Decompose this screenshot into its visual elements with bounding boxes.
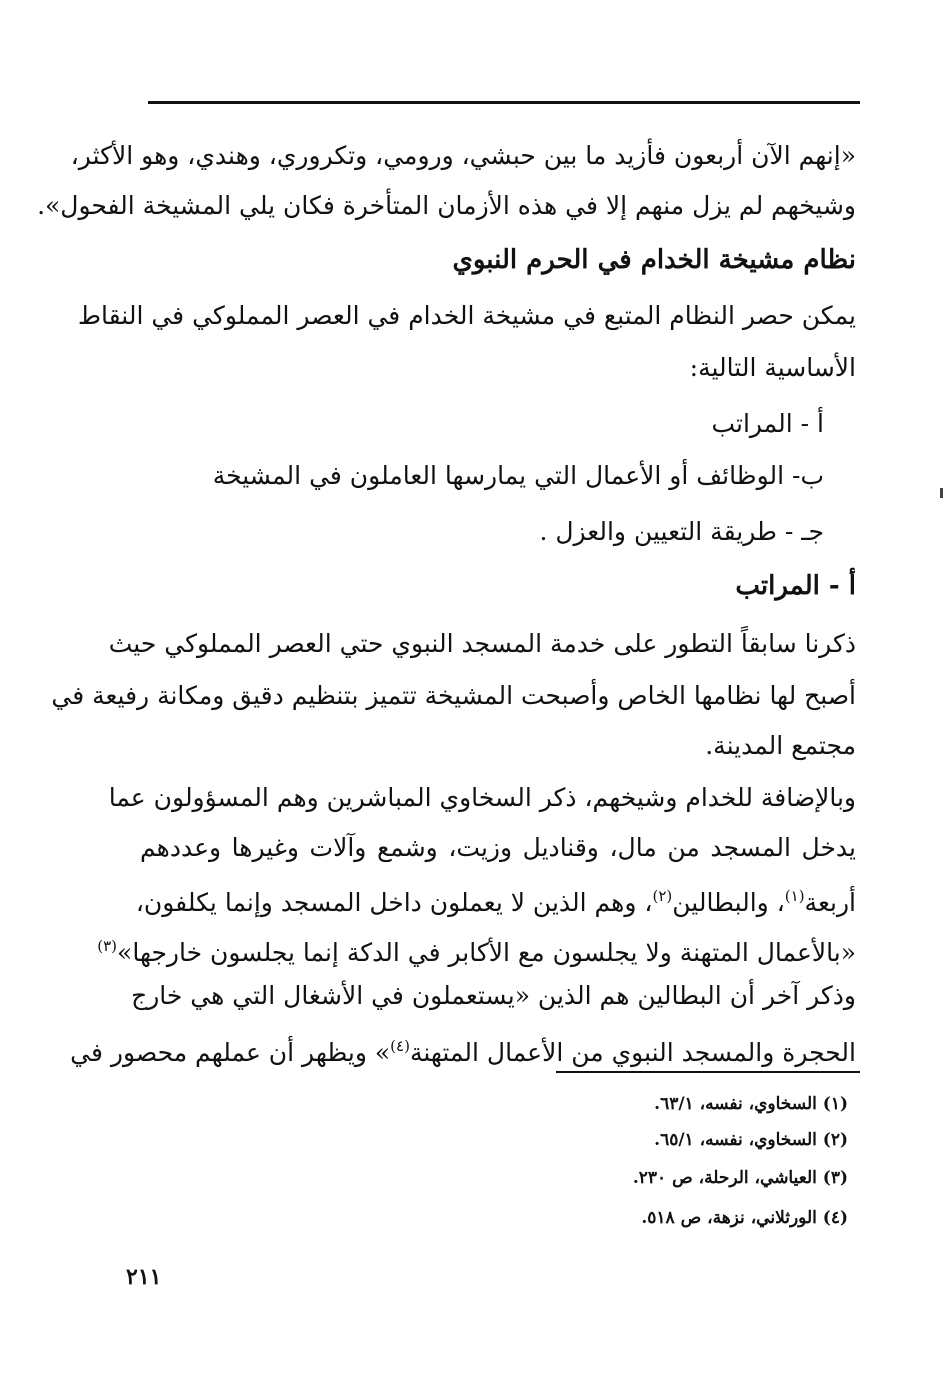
footnote: (٤) الورثلاني، نزهة، ص ٥١٨. xyxy=(641,1208,848,1228)
body-line: ذكرنا سابقاً التطور على خدمة المسجد النبوي حتي العصر المملوكي حيث xyxy=(108,629,856,658)
body-line: مجتمع المدينة. xyxy=(705,731,856,760)
footnote-marker: (٣) xyxy=(97,937,118,955)
text-segment: » ويظهر أن عملهم محصور في xyxy=(70,1038,391,1067)
page-number: ٢١١ xyxy=(126,1264,162,1290)
body-line xyxy=(135,876,856,917)
body-line: وذكر آخر أن البطالين هم الذين «يستعملون في الأشغال التي هي خارج xyxy=(131,981,856,1010)
body-line: يدخل المسجد من مال، وقناديل وزيت، وشمع وآلات وغيرها وعددهم xyxy=(140,833,856,862)
body-line: وشيخهم لم يزل منهم إلا في هذه الأزمان المتأخرة فكان يلي المشيخة الفحول». xyxy=(37,191,856,220)
footnote-rule xyxy=(556,1071,860,1073)
list-item: ب- الوظائف أو الأعمال التي يمارسها العاملون في المشيخة xyxy=(212,461,824,490)
footnote-marker: (١) xyxy=(784,887,805,905)
footnote: (٢) السخاوي، نفسه، ٦٥/١. xyxy=(654,1130,848,1150)
text-segment: «بالأعمال المتهنة ولا يجلسون مع الأكابر في الدكة إنما يجلسون خارجها» xyxy=(117,938,856,967)
body-line xyxy=(70,1026,856,1067)
scan-mark xyxy=(940,488,943,498)
text-segment: الحجرة والمسجد النبوي من الأعمال المتهنة xyxy=(409,1038,856,1067)
text-segment: ، وهم الذين لا يعملون داخل المسجد وإنما يكلفون، xyxy=(135,888,653,917)
body-line: أصبح لها نظامها الخاص وأصبحت المشيخة تتميز بتنظيم دقيق ومكانة رفيعة في xyxy=(51,681,856,710)
body-line xyxy=(97,926,856,967)
sub-heading: أ - المراتب xyxy=(735,571,856,601)
body-line: يمكن حصر النظام المتبع في مشيخة الخدام في العصر المملوكي في النقاط xyxy=(77,301,856,330)
section-heading: نظام مشيخة الخدام في الحرم النبوي xyxy=(452,245,856,275)
text-segment: ، والبطالين xyxy=(672,888,785,917)
text-segment: أربعة xyxy=(804,888,856,917)
body-line: «إنهم الآن أربعون فأزيد ما بين حبشي، ورومي، وتكروري، وهندي، وهو الأكثر، xyxy=(70,141,856,170)
body-line: الأساسية التالية: xyxy=(689,353,856,382)
list-item: أ - المراتب xyxy=(711,409,824,438)
top-rule xyxy=(148,101,860,104)
body-line: وبالإضافة للخدام وشيخهم، ذكر السخاوي المباشرين وهم المسؤولون عما xyxy=(108,783,856,812)
footnote-marker: (٤) xyxy=(390,1037,410,1055)
footnote-marker: (٢) xyxy=(652,887,673,905)
list-item: جـ - طريقة التعيين والعزل . xyxy=(539,517,824,546)
footnote: (٣) العياشي، الرحلة، ص ٢٣٠. xyxy=(632,1168,848,1188)
footnote: (١) السخاوي، نفسه، ٦٣/١. xyxy=(654,1094,848,1114)
